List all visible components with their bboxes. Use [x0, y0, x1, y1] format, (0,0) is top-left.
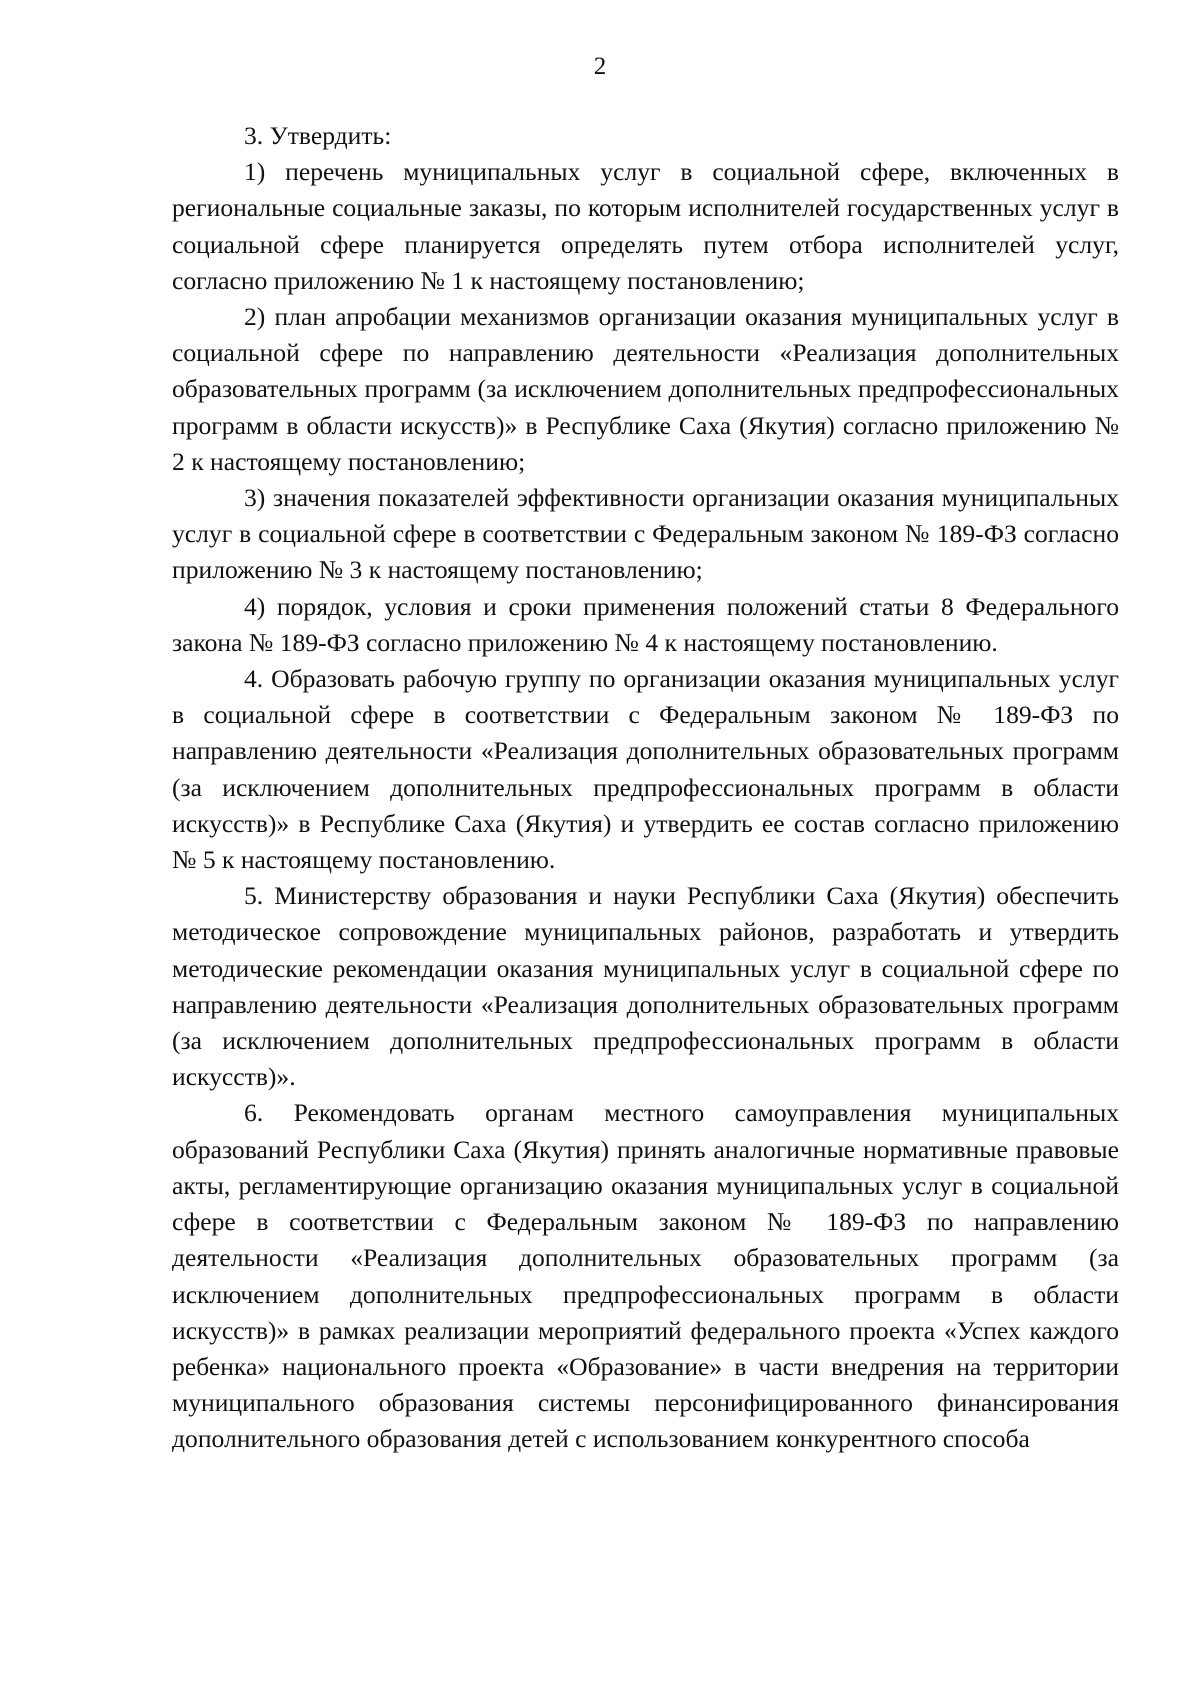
- paragraph-item-6: 6. Рекомендовать органам местного самоуправления муниципальных образований Республики Саха (Якутия) принять аналогичные нормативные правовые акты, регламентирующие организацию оказания муниципальных услуг в социальной сфере в соответствии с Федеральным законом № 189-ФЗ по направлению деятельности «Реализация дополнительных образовательных программ (за исключением дополнительных предпрофессиональных программ в области искусств)» в рамках реализации мероприятий федерального проекта «Успех каждого ребенка» национального проекта «Образование» в части внедрения на территории муниципального образования системы персонифицированного финансирования дополнительного образования детей с использованием конкурентного способа: [172, 1098, 1119, 1454]
- paragraph-subitem-1: 1) перечень муниципальных услуг в социальной сфере, включенных в региональные социальные заказы, по которым исполнителей государственных услуг в социальной сфере планируется определять путем отбора исполнителей услуг, согласно приложению № 1 к настоящему постановлению;: [172, 157, 1119, 295]
- paragraph-item-3-heading: 3. Утвердить:: [244, 121, 392, 150]
- paragraph-item-4: 4. Образовать рабочую группу по организации оказания муниципальных услуг в социальной сфере в соответствии с Федеральным законом № 189-ФЗ по направлению деятельности «Реализация дополнительных образовательных программ (за исключением дополнительных предпрофессиональных программ в области искусств)» в Республике Саха (Якутия) и утвердить ее состав согласно приложению № 5 к настоящему постановлению.: [172, 664, 1119, 875]
- paragraph-subitem-2: 2) план апробации механизмов организации оказания муниципальных услуг в социальной сфере по направлению деятельности «Реализация дополнительных образовательных программ (за исключением дополнительных предпрофессиональных программ в области искусств)» в Республике Саха (Якутия) согласно приложению № 2 к настоящему постановлению;: [172, 302, 1119, 476]
- paragraph-subitem-3: 3) значения показателей эффективности организации оказания муниципальных услуг в социальной сфере в соответствии с Федеральным законом № 189-ФЗ согласно приложению № 3 к настоящему постановлению;: [172, 483, 1119, 585]
- page-number: 2: [593, 53, 607, 80]
- document-body: [172, 118, 1119, 1458]
- paragraph-subitem-4: 4) порядок, условия и сроки применения положений статьи 8 Федерального закона № 189-ФЗ согласно приложению № 4 к настоящему постановлению.: [172, 591, 1119, 657]
- paragraph-item-5: 5. Министерству образования и науки Республики Саха (Якутия) обеспечить методическое сопровождение муниципальных районов, разработать и утвердить методические рекомендации оказания муниципальных услуг в социальной сфере по направлению деятельности «Реализация дополнительных образовательных программ (за исключением дополнительных предпрофессиональных программ в области искусств)».: [172, 881, 1119, 1092]
